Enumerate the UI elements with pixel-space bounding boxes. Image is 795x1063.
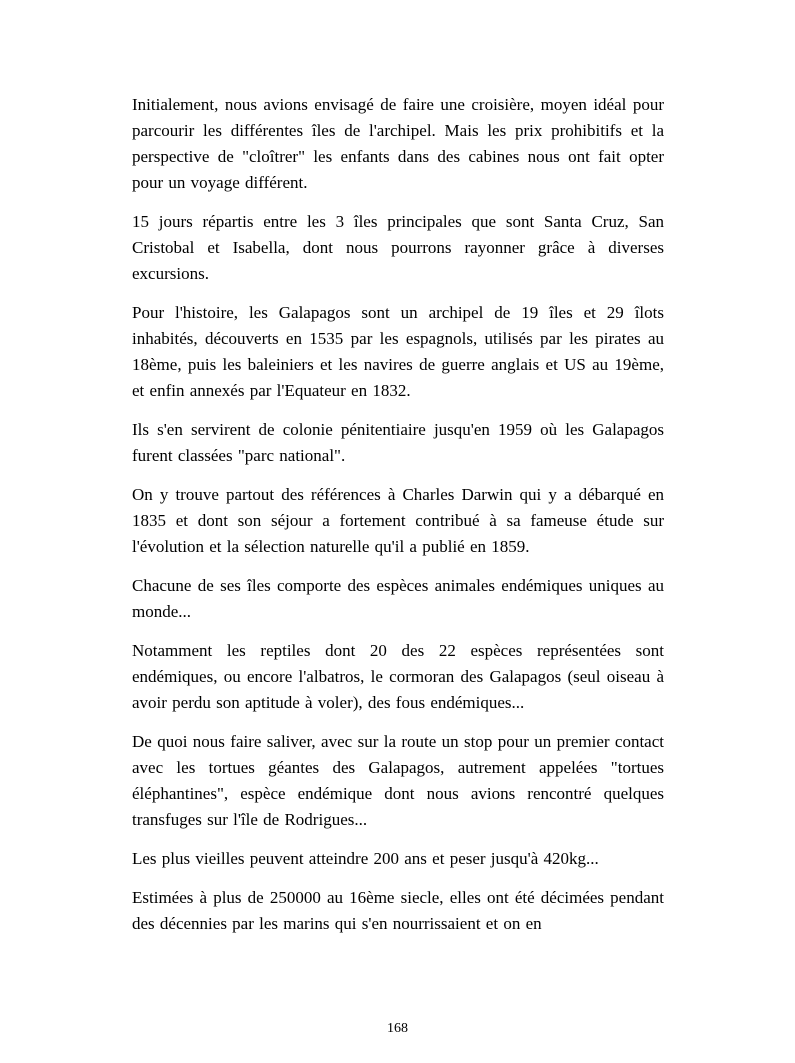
paragraph-giant-tortoises: De quoi nous faire saliver, avec sur la route un stop pour un premier contact avec les tortues géantes des Galapagos, autrement appelées "tortues éléphantines", espèce endémique dont nous avions rencontré quelques transfuges sur l'île de Rodrigues... [132,732,664,829]
paragraph-charles-darwin: On y trouve partout des références à Charles Darwin qui y a débarqué en 1835 et dont son séjour a fortement contribué à sa fameuse étude sur l'évolution et la sélection naturelle qu'il a publié en 1859. [132,485,664,556]
page-number: 168 [387,1021,408,1036]
paragraph-cruise-idea: Initialement, nous avions envisagé de faire une croisière, moyen idéal pour parcourir les différentes îles de l'archipel. Mais les prix prohibitifs et la perspective de "cloîtrer" les enfants dans des cabines nous ont fait opter pour un voyage différent. [132,95,664,192]
page-text-body [132,92,664,950]
paragraph-history-archipelago: Pour l'histoire, les Galapagos sont un archipel de 19 îles et 29 îlots inhabités, découverts en 1535 par les espagnols, utilisés par les pirates au 18ème, puis les baleiniers et les navires de guerre anglais et US au 19ème, et enfin annexés par l'Equateur en 1832. [132,303,664,400]
paragraph-tortoise-decimation: Estimées à plus de 250000 au 16ème siecle, elles ont été décimées pendant des décennies par les marins qui s'en nourrissaient et on en [132,888,664,933]
paragraph-tortoise-age-weight: Les plus vieilles peuvent atteindre 200 ans et peser jusqu'à 420kg... [132,849,599,868]
paragraph-15-days-islands: 15 jours répartis entre les 3 îles principales que sont Santa Cruz, San Cristobal et Isabella, dont nous pourrons rayonner grâce à diverses excursions. [132,212,664,283]
paragraph-reptiles-birds: Notamment les reptiles dont 20 des 22 espèces représentées sont endémiques, ou encore l'albatros, le cormoran des Galapagos (seul oiseau à avoir perdu son aptitude à voler), des fous endémiques... [132,641,664,712]
paragraph-penal-colony: Ils s'en servirent de colonie pénitentiaire jusqu'en 1959 où les Galapagos furent classées "parc national". [132,420,664,465]
page-footer [0,1019,795,1037]
paragraph-endemic-species: Chacune de ses îles comporte des espèces animales endémiques uniques au monde... [132,576,664,621]
